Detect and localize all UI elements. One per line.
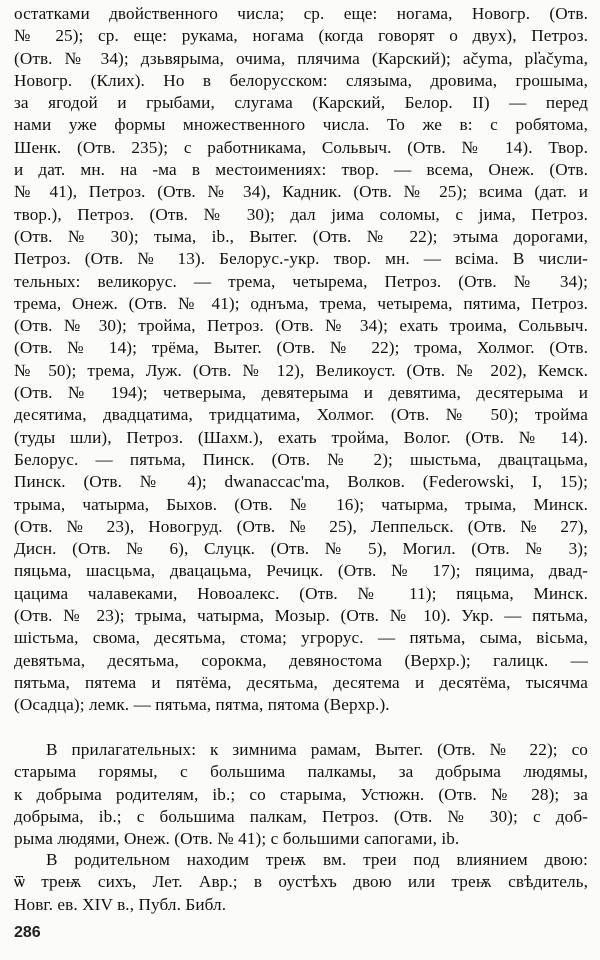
text-line: за ягодой и грыбами, слугама (Карский, Белор. II) — перед (14, 93, 588, 113)
text-line: нами уже формы множественного числа. То же в: с робятома, (14, 115, 588, 135)
text-line: (Отв. № 30); тыма, ib., Вытег. (Отв. № 22); этыма дорогами, (14, 226, 588, 246)
text-line: (Отв. № 34); дзьвярыма, очима, плячима (Карский); ačуma, pl̕ačуma, (14, 48, 588, 68)
text-line: В прилагательных: к зимнима рамам, Вытег. (Отв. № 22); со (46, 740, 588, 759)
text-line: твор.), Петроз. (Отв. № 30); дал jима соломы, с jима, Петроз. (14, 204, 588, 224)
text-line: трымa, чатырмa, Быхов. (Отв. № 16); чатырмa, трымa, Минск. (14, 494, 588, 514)
text-line: и дат. мн. на -ма в местоимениях: твор. — всема, Онеж. (Отв. (14, 160, 588, 180)
text-line: (Осадца); лемк. — пятьма, пятма, пятома (Верхр.). (14, 695, 390, 715)
paragraph (14, 3, 588, 717)
text-line: (Отв. № 194); четверыма, девятерыма и девятима, десятерыма и (14, 383, 588, 403)
text-line: добрыма, ib.; с большима палкам, Петроз. (Отв. № 30); с доб- (14, 806, 588, 826)
text-line: Белорус. — пятьма, Пинск. (Отв. № 2); шыстьма, двацтацьма, (14, 449, 588, 469)
text-line: девятьма, десятьмa, сорокмa, девяностома (Верхр.); галицк. — (14, 650, 588, 670)
text-line: Дисн. (Отв. № 6), Слуцк. (Отв. № 5), Могил. (Отв. № 3); (14, 539, 588, 559)
text-line: рыма людями, Онеж. (Отв. № 41); с большими сапогами, ib. (14, 829, 460, 849)
text-line: Новг. ев. XIV в., Публ. Библ. (14, 894, 227, 914)
text-line: (Отв. № 23), Новогруд. (Отв. № 25), Леппельск. (Отв. № 27), (14, 516, 588, 536)
text-line: трема, Онеж. (Отв. № 41); однъма, трема, четырема, пятима, Петроз. (14, 293, 588, 313)
paragraph (14, 739, 588, 850)
text-line: цацима чалавеками, Новоалекс. (Отв. № 11); пяцьма, Минск. (14, 583, 588, 603)
text-line: (Отв. № 14); трёма, Вытег. (Отв. № 22); трома, Холмог. (Отв. (14, 338, 588, 358)
text-line: десятима, двадцатима, тридцатима, Холмог. (Отв. № 50); тройма (14, 405, 588, 425)
text-line: пяцьма, шасцьма, двацацьма, Речицк. (Отв. № 17); пяцима, двад- (14, 561, 588, 581)
text-line: № 25); ср. еще: рукама, ногама (когда говорят о двух), Петроз. (14, 26, 588, 46)
text-line: тельных: великорус. — трема, четырема, Петроз. (Отв. № 34); (14, 271, 588, 291)
text-line: № 41), Петроз. (Отв. № 34), Кадник. (Отв. № 25); всима (дат. и (14, 182, 588, 202)
text-line: (туды шли), Петроз. (Шахм.), ехать тройма, Волог. (Отв. № 14). (14, 427, 588, 447)
text-line: (Отв. № 30); тройма, Петроз. (Отв. № 34); ехать троима, Сольвыч. (14, 316, 588, 336)
text-line: Петроз. (Отв. № 13). Белорус.-укр. твор. мн. — всiма. В числи- (14, 249, 588, 269)
text-line: пятьма, пятема и пятёма, десятьма, десятема и десятёма, тысячма (14, 672, 588, 692)
text-line: ѿ треѭ сихъ, Лет. Авр.; в оустѣхъ двою или треѭ свѣдитель, (14, 872, 588, 892)
text-line: старыма горямы, с большима палкамы, за добрыма людямы, (14, 762, 588, 782)
text-line: к добрыма родителям, ib.; со старыма, Устюжн. (Отв. № 28); за (14, 784, 588, 804)
text-line: остатками двойственного числа; ср. еще: ногама, Новогр. (Отв. (14, 4, 588, 23)
text-line: шiстьма, свомa, десятьмa, стома; угрорус. — пятьма, сыма, вiсьма, (14, 628, 588, 648)
text-line: (Отв. № 23); трымa, чатырмa, Мозыр. (Отв. № 10). Укр. — пятьма, (14, 606, 588, 626)
text-line: В родительном находим треѭ вм. треи под влиянием двою: (46, 850, 588, 869)
text-line: Шенк. (Отв. 235); с работникама, Сольвыч. (Отв. № 14). Твор. (14, 137, 588, 157)
paragraph (14, 849, 588, 916)
text-line: № 50); трема, Луж. (Отв. № 12), Великоуст. (Отв. № 202), Кемск. (14, 360, 588, 380)
text-line: Пинск. (Отв. № 4); dwanaccac'ma, Волков. (Federowski, I, 15); (14, 472, 588, 492)
text-line: Новогр. (Клих). Но в белорусском: слязыма, дровима, грошыма, (14, 70, 588, 90)
page-number: 286 (14, 924, 41, 941)
